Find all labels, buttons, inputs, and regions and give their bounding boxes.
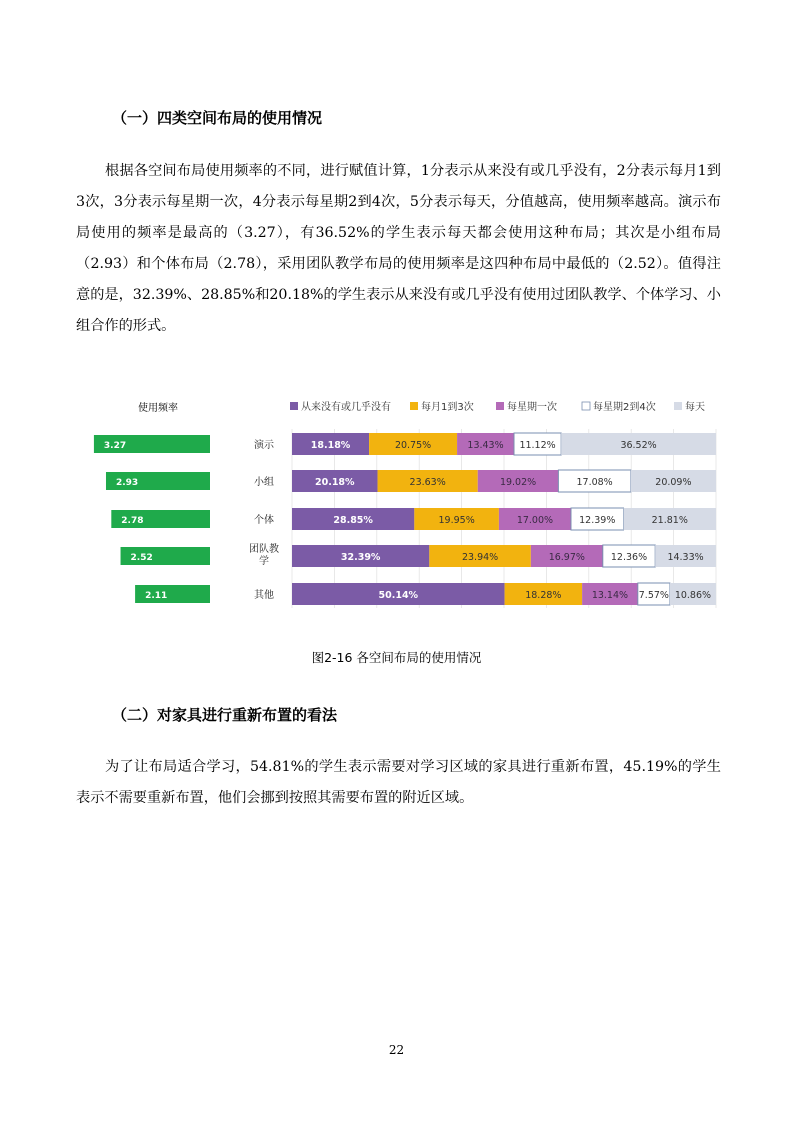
segment-label-4-3: 7.57% (638, 590, 669, 601)
figure-caption: 图2-16 各空间布局的使用情况 (311, 650, 482, 665)
left-bar-label-0: 3.27 (103, 441, 127, 451)
category-label-0: 演示 (254, 440, 274, 451)
category-label-3: 团队教学 (249, 544, 279, 567)
legend (290, 400, 705, 413)
section1-paragraph-text: 根据各空间布局使用频率的不同，进行赋值计算，1分表示从来没有或几乎没有，2分表示每月1到3次，3分表示每星期一次，4分表示每星期2到4次，5分表示每天，分值越高，使用频率越高。演示布局使用的频率是最高的（3.27），有36.52%的学生表示每天都会使用这种布局；其次是小组布局（2.93）和个体布局（2.78），采用团队教学布局的使用频率是这四种布局中最低的（2.52）。值得注意的是，32.39%、28.85%和20.18%的学生表示从来没有或几乎没有使用过团队教学、个体学习、小组合作的形式。 (76, 163, 721, 334)
legend-swatch-3 (582, 402, 590, 410)
left-bar-label-1: 2.93 (115, 478, 139, 488)
usage-figure (80, 393, 720, 623)
segment-label-3-3: 12.36% (610, 552, 648, 563)
legend-swatch-0 (290, 402, 298, 410)
segment-label-3-1: 23.94% (461, 552, 499, 563)
segment-label-1-2: 19.02% (499, 477, 537, 488)
segment-label-3-2: 16.97% (548, 552, 585, 563)
left-bar-label-4: 2.11 (145, 591, 168, 601)
segment-label-1-3: 17.08% (576, 477, 613, 488)
segment-label-1-4: 20.09% (655, 477, 692, 488)
segment-label-3-0: 32.39% (340, 552, 381, 563)
segment-label-4-2: 13.14% (591, 590, 629, 601)
legend-swatch-4 (674, 402, 682, 410)
segment-label-4-0: 50.14% (378, 590, 419, 601)
section2-paragraph-text: 为了让布局适合学习，54.81%的学生表示需要对学习区域的家具进行重新布置，45.19%的学生表示不需要重新布置，他们会挪到按照其需要布置的附近区域。 (76, 759, 721, 806)
left-bar-label-3: 2.52 (130, 553, 153, 563)
segment-label-2-2: 17.00% (516, 515, 554, 526)
category-label-2: 个体 (254, 515, 274, 526)
segment-label-2-1: 19.95% (438, 515, 475, 526)
legend-label-2: 每星期一次 (507, 402, 557, 413)
segment-label-0-0: 18.18% (310, 440, 351, 451)
segment-label-0-4: 36.52% (620, 440, 657, 451)
segment-label-0-1: 20.75% (394, 440, 432, 451)
section1-heading: （一）四类空间布局的使用情况 (112, 109, 323, 127)
category-label-4: 其他 (254, 590, 274, 601)
segment-label-2-0: 28.85% (333, 515, 373, 526)
segment-label-1-0: 20.18% (314, 477, 355, 488)
legend-swatch-2 (496, 402, 504, 410)
left-chart-bars (94, 435, 210, 603)
legend-label-4: 每天 (685, 402, 705, 413)
section2-heading: （二）对家具进行重新布置的看法 (112, 706, 338, 724)
left-bar-label-2: 2.78 (121, 516, 144, 526)
category-labels (249, 438, 279, 601)
legend-label-3: 每星期2到4次 (593, 402, 656, 413)
segment-label-0-2: 13.43% (467, 440, 504, 451)
segment-label-4-1: 18.28% (525, 590, 562, 601)
segment-label-1-1: 23.63% (409, 477, 446, 488)
legend-swatch-1 (410, 402, 418, 410)
left-chart-title: 使用频率 (138, 403, 178, 414)
segment-label-0-3: 11.12% (519, 440, 556, 451)
page-number: 22 (388, 1043, 405, 1057)
segment-label-3-4: 14.33% (667, 552, 704, 563)
segment-label-4-4: 10.86% (674, 590, 712, 601)
segment-label-2-4: 21.81% (651, 515, 688, 526)
section2-paragraph (76, 752, 721, 814)
segment-label-2-3: 12.39% (579, 515, 616, 526)
category-label-1: 小组 (254, 477, 274, 488)
legend-label-0: 从来没有或几乎没有 (301, 402, 391, 413)
legend-label-1: 每月1到3次 (421, 402, 474, 413)
section1-paragraph (76, 156, 721, 342)
